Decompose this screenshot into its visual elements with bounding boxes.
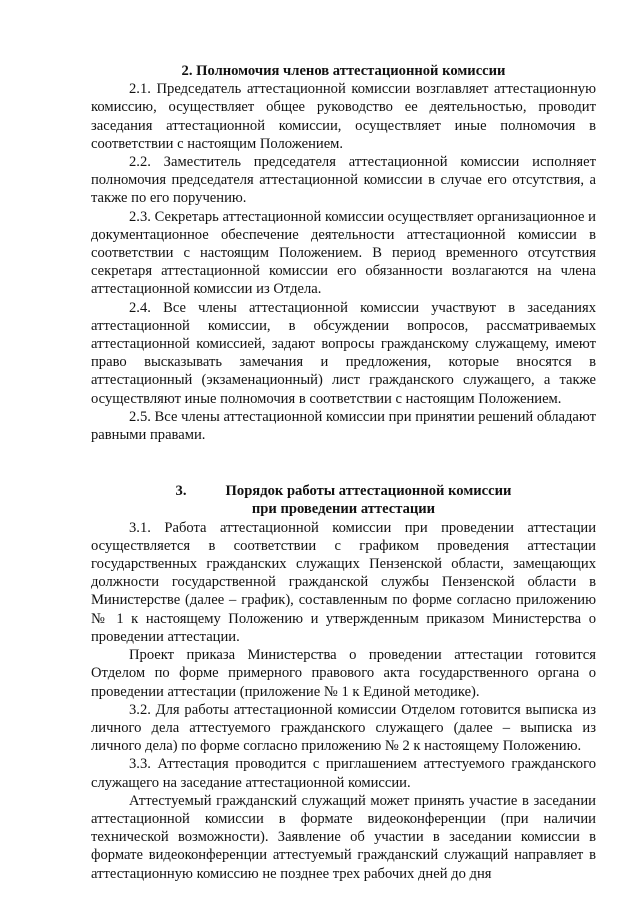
section-3-title-line-2: при проведении аттестации [251, 501, 436, 518]
paragraph-2-2: 2.2. Заместитель председателя аттестационной комиссии исполняет полномочия председателя аттестационной комиссии в случае его отсутствия, а также по его поручению. [91, 154, 596, 207]
section-3-title-line-1: Порядок работы аттестационной комиссии [225, 483, 512, 500]
paragraph-2-3: 2.3. Секретарь аттестационной комиссии осуществляет организационное и документационное обеспечение деятельности аттестационной комиссии в соответствии с настоящим Положением. В период временного отсутствия секретаря аттестационной комиссии его обязанности возлагаются на члена аттестационной комиссии из Отдела. [91, 208, 596, 298]
section-3-heading [91, 482, 596, 518]
paragraph-3-1: 3.1. Работа аттестационной комиссии при проведении аттестации осуществляется в соответствии с графиком проведения аттестации государственных гражданских служащих Пензенской области, замещающих должности государственной гражданской службы Пензенской области в Министерстве (далее – график), составленным по форме согласно приложению № 1 к настоящему Положению и утвержденным приказом Министерства о проведении аттестации. [91, 519, 596, 645]
section-2-heading: 2. Полномочия членов аттестационной комиссии [181, 63, 506, 79]
paragraph-3-2: 3.2. Для работы аттестационной комиссии Отделом готовится выписка из личного дела аттестуемого гражданского служащего (далее – выписка из личного дела) по форме согласно приложению № 2 к настоящему Положению. [91, 701, 596, 755]
paragraph-3-3: 3.3. Аттестация проводится с приглашением аттестуемого гражданского служащего на заседание аттестационной комиссии. [91, 756, 596, 791]
paragraph-2-5: 2.5. Все члены аттестационной комиссии при принятии решений обладают равными правами. [91, 408, 596, 444]
paragraph-3-1-draft: Проект приказа Министерства о проведении аттестации готовится Отделом по форме примерного правового акта государственного органа о проведении аттестации (приложение № 1 к Единой методике). [91, 647, 596, 700]
section-3-number: 3. [175, 483, 187, 500]
paragraph-3-3-video: Аттестуемый гражданский служащий может принять участие в заседании аттестационной комиссии в формате видеоконференции (при наличии технической возможности). Заявление об участии в заседании комиссии в формате видеоконференции аттестуемый гражданский служащий направляет в аттестационную комиссию не позднее трех рабочих дней до дня [91, 792, 596, 882]
document-body [91, 62, 596, 883]
paragraph-2-1: 2.1. Председатель аттестационной комиссии возглавляет аттестационную комиссию, осуществляет общее руководство ее деятельностью, проводит заседания аттестационной комиссии, осуществляет иные полномочия в соответствии с настоящим Положением. [91, 81, 596, 152]
paragraph-2-4: 2.4. Все члены аттестационной комиссии участвуют в заседаниях аттестационной комиссии, в обсуждении вопросов, рассматриваемых аттестационной комиссией, задают вопросы гражданскому служащему, имеют право высказывать замечания и предложения, которые вносятся в аттестационный (экзаменационный) лист гражданского служащего, а также осуществляют иные полномочия в соответствии с настоящим Положением. [91, 299, 596, 407]
